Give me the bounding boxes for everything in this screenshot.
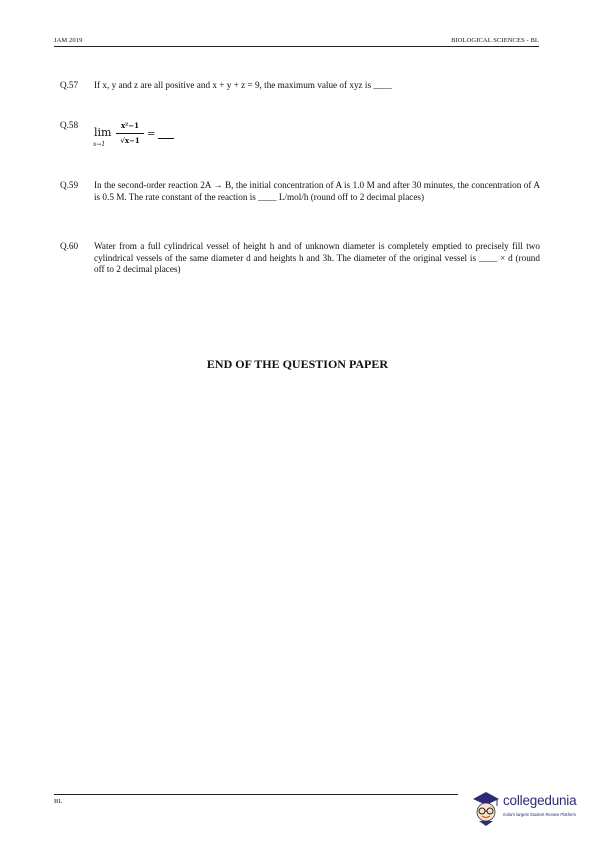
numerator: x²−1: [121, 121, 139, 130]
question-text: Water from a full cylindrical vessel of height h and of unknown diameter is completely emptied to precisely fill two cylindrical vessels of the same diameter d and heights h and 3h. The diameter of the original vessel is ____ × d (round off to 2 decimal places): [94, 241, 540, 274]
lim-subscript: x→1: [93, 141, 106, 148]
equals-sign: =: [147, 129, 156, 140]
logo-name: collegedunia: [503, 793, 577, 808]
lim-word: lim: [94, 126, 112, 139]
fraction-bar: [116, 133, 144, 134]
logo-tagline: India's largest Student Review Platform: [503, 812, 576, 817]
question-text: In the second-order reaction 2A → B, the initial concentration of A is 1.0 M and after 30 minutes, the concentration of A is 0.5 M. The rate constant of the reaction is ____ L/mol/h (round off to 2 decimal places): [94, 180, 540, 202]
question-text: If x, y and z are all positive and x + y + z = 9, the maximum value of xyz is ____: [94, 80, 392, 90]
footer-rule: [54, 794, 458, 795]
question-number: Q.59: [60, 180, 79, 190]
header-rule: [54, 46, 539, 47]
question-number: Q.58: [60, 120, 79, 130]
header-left: JAM 2019: [54, 37, 83, 44]
answer-blank: [158, 138, 174, 139]
mascot-icon: [470, 788, 502, 828]
question-57: [60, 80, 540, 92]
end-of-paper-heading: END OF THE QUESTION PAPER: [206, 357, 389, 371]
denominator: √x−1: [120, 135, 140, 145]
collegedunia-logo: [470, 788, 590, 832]
question-60: [60, 241, 540, 276]
header-right: BIOLOGICAL SCIENCES - BL: [451, 37, 539, 44]
question-number: Q.60: [60, 241, 79, 251]
question-number: Q.57: [60, 80, 79, 90]
fraction: [116, 120, 144, 146]
footer-left: BL: [54, 798, 63, 805]
limit-expression: [94, 120, 214, 154]
question-59: [60, 180, 540, 203]
